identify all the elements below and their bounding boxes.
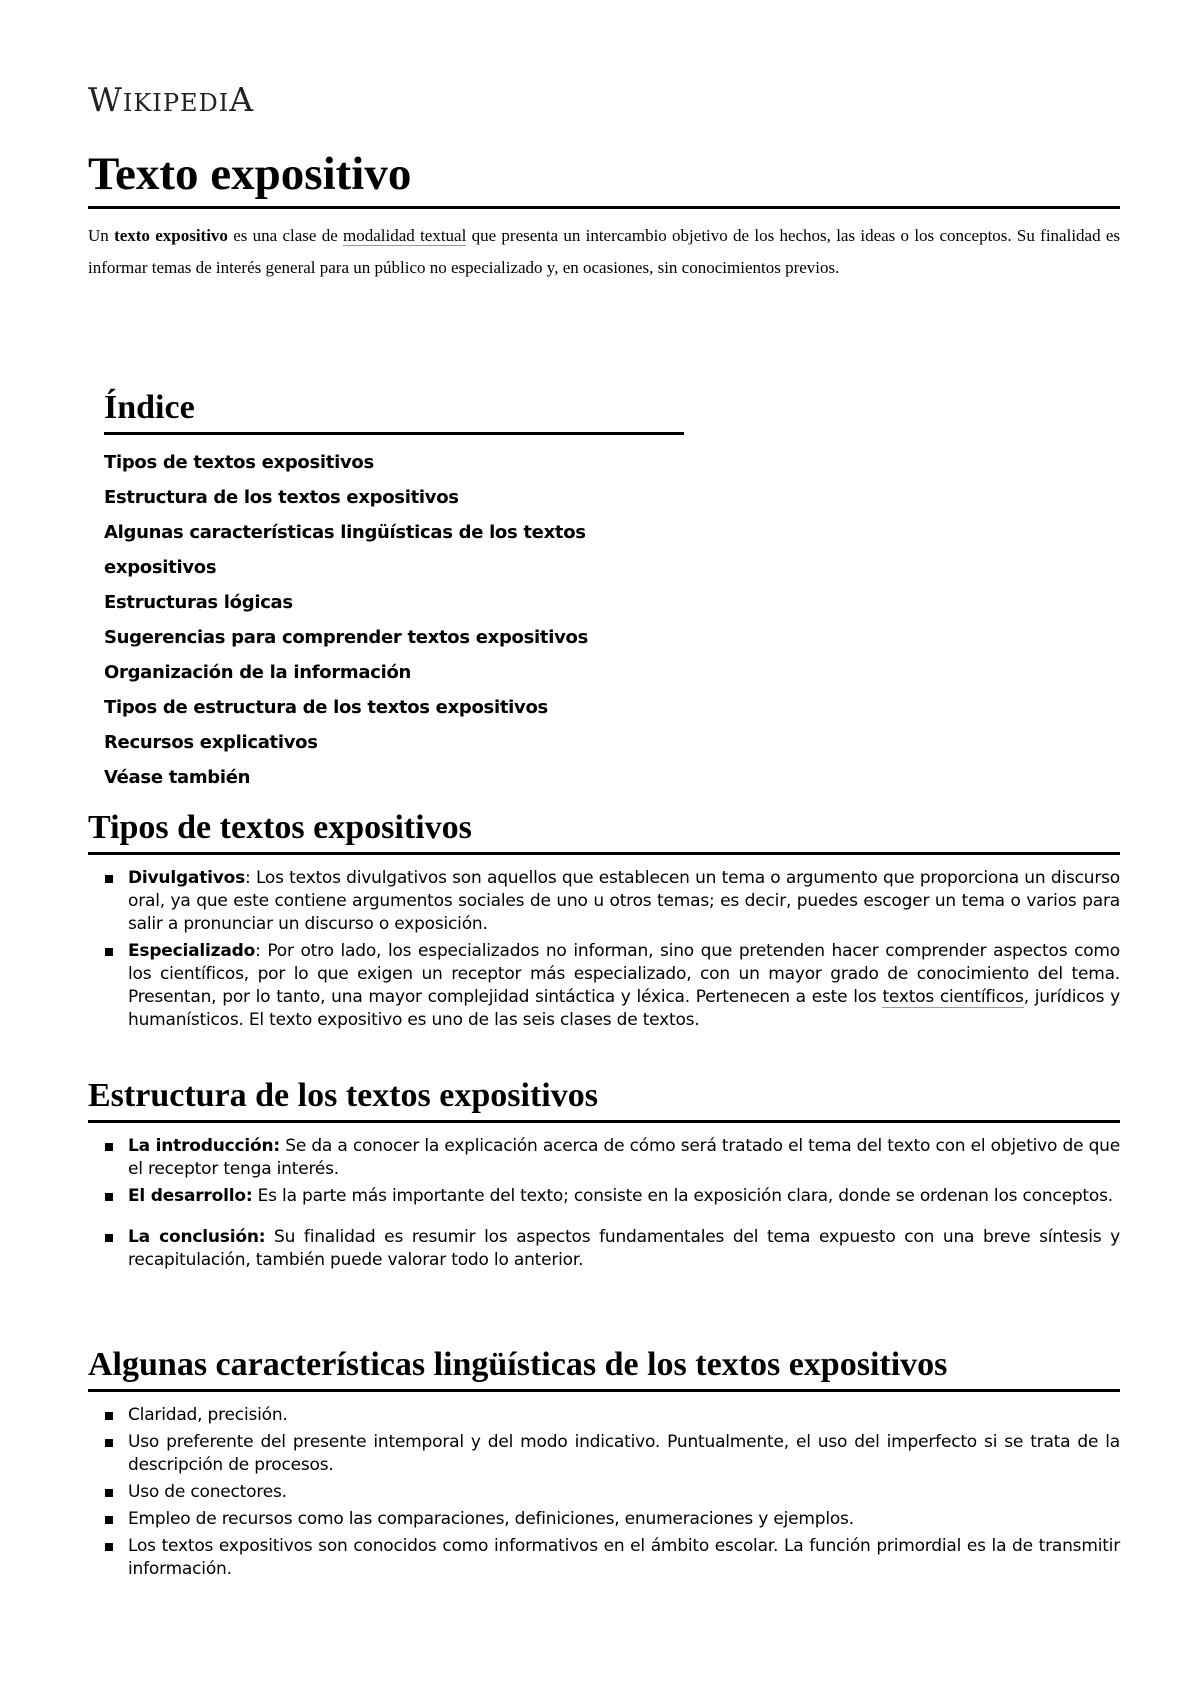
toc-item-estructuras-logicas[interactable]: Estructuras lógicas: [104, 592, 293, 613]
section-tipos: [88, 806, 1120, 1036]
list-item: La introducción: Se da a conocer la explicación acerca de cómo será tratado el tema del texto con el objetivo de que el receptor tenga interés.: [88, 1135, 1120, 1181]
table-of-contents: [104, 386, 684, 795]
list-item: El desarrollo: Es la parte más importante del texto; consiste en la exposición clara, donde se ordenan los conceptos.: [88, 1185, 1120, 1208]
list-item: La conclusión: Su finalidad es resumir los aspectos fundamentales del tema expuesto con una breve síntesis y recapitulación, también puede valorar todo lo anterior.: [88, 1226, 1120, 1272]
textos-cientificos-link[interactable]: textos científicos: [882, 987, 1024, 1007]
lead-paragraph: Un texto expositivo es una clase de modalidad textual que presenta un intercambio objetivo de los hechos, las ideas o los conceptos. Su finalidad es informar temas de interés general para un público no especializado y, en ocasiones, sin conocimientos previos.: [88, 226, 1121, 277]
toc-item-caracteristicas[interactable]: Algunas características lingüísticas de los textos expositivos: [104, 522, 586, 578]
section-estructura: [88, 1074, 1120, 1276]
modalidad-textual-link[interactable]: modalidad textual: [343, 226, 467, 245]
wikipedia-logo[interactable]: [88, 80, 254, 119]
toc-item-tipos-estructura[interactable]: Tipos de estructura de los textos expositivos: [104, 697, 548, 718]
list-item: Especializado: Por otro lado, los especializados no informan, sino que pretenden hacer comprender aspectos como los científicos, por lo que exigen un receptor más especializado, con un mayor grado de conocimiento del tema. Presentan, por lo tanto, una mayor complejidad sintáctica y léxica. Pertenecen a este los textos científicos, jurídicos y humanísticos. El texto expositivo es uno de las seis clases de textos.: [88, 940, 1120, 1032]
caracteristicas-list: [88, 1404, 1120, 1581]
list-item: Uso de conectores.: [88, 1481, 1120, 1504]
lead-term: texto expositivo: [114, 226, 228, 245]
toc-item-tipos[interactable]: Tipos de textos expositivos: [104, 452, 374, 473]
section-heading-caracteristicas: Algunas características lingüísticas de los textos expositivos: [88, 1343, 1120, 1392]
page-title: Texto expositivo: [88, 144, 1120, 209]
logo-letter-last: A: [229, 80, 255, 119]
tipos-list: [88, 867, 1120, 1032]
logo-letters-middle: IKIPEDI: [122, 89, 230, 117]
list-item: Claridad, precisión.: [88, 1404, 1120, 1427]
list-item: Los textos expositivos son conocidos como informativos en el ámbito escolar. La función primordial es la de transmitir información.: [88, 1535, 1120, 1581]
section-heading-estructura: Estructura de los textos expositivos: [88, 1074, 1120, 1123]
toc-item-recursos[interactable]: Recursos explicativos: [104, 732, 318, 753]
section-caracteristicas: [88, 1343, 1120, 1585]
toc-item-sugerencias[interactable]: Sugerencias para comprender textos expositivos: [104, 627, 588, 648]
logo-letter-first: W: [88, 80, 123, 119]
toc-item-estructura[interactable]: Estructura de los textos expositivos: [104, 487, 459, 508]
list-item: Divulgativos: Los textos divulgativos son aquellos que establecen un tema o argumento que proporciona un discurso oral, ya que este contiene argumentos sociales de uno u otros temas; es decir, puedes escoger un tema o varios para salir a pronunciar un discurso o exposición.: [88, 867, 1120, 936]
toc-item-organizacion[interactable]: Organización de la información: [104, 662, 412, 683]
estructura-list: [88, 1135, 1120, 1272]
section-heading-tipos: Tipos de textos expositivos: [88, 806, 1120, 855]
list-item: Uso preferente del presente intemporal y del modo indicativo. Puntualmente, el uso del imperfecto si se trata de la descripción de procesos.: [88, 1431, 1120, 1477]
list-item: Empleo de recursos como las comparaciones, definiciones, enumeraciones y ejemplos.: [88, 1508, 1120, 1531]
toc-title: Índice: [104, 386, 684, 435]
toc-list: [104, 445, 684, 795]
toc-item-vease[interactable]: Véase también: [104, 767, 251, 788]
